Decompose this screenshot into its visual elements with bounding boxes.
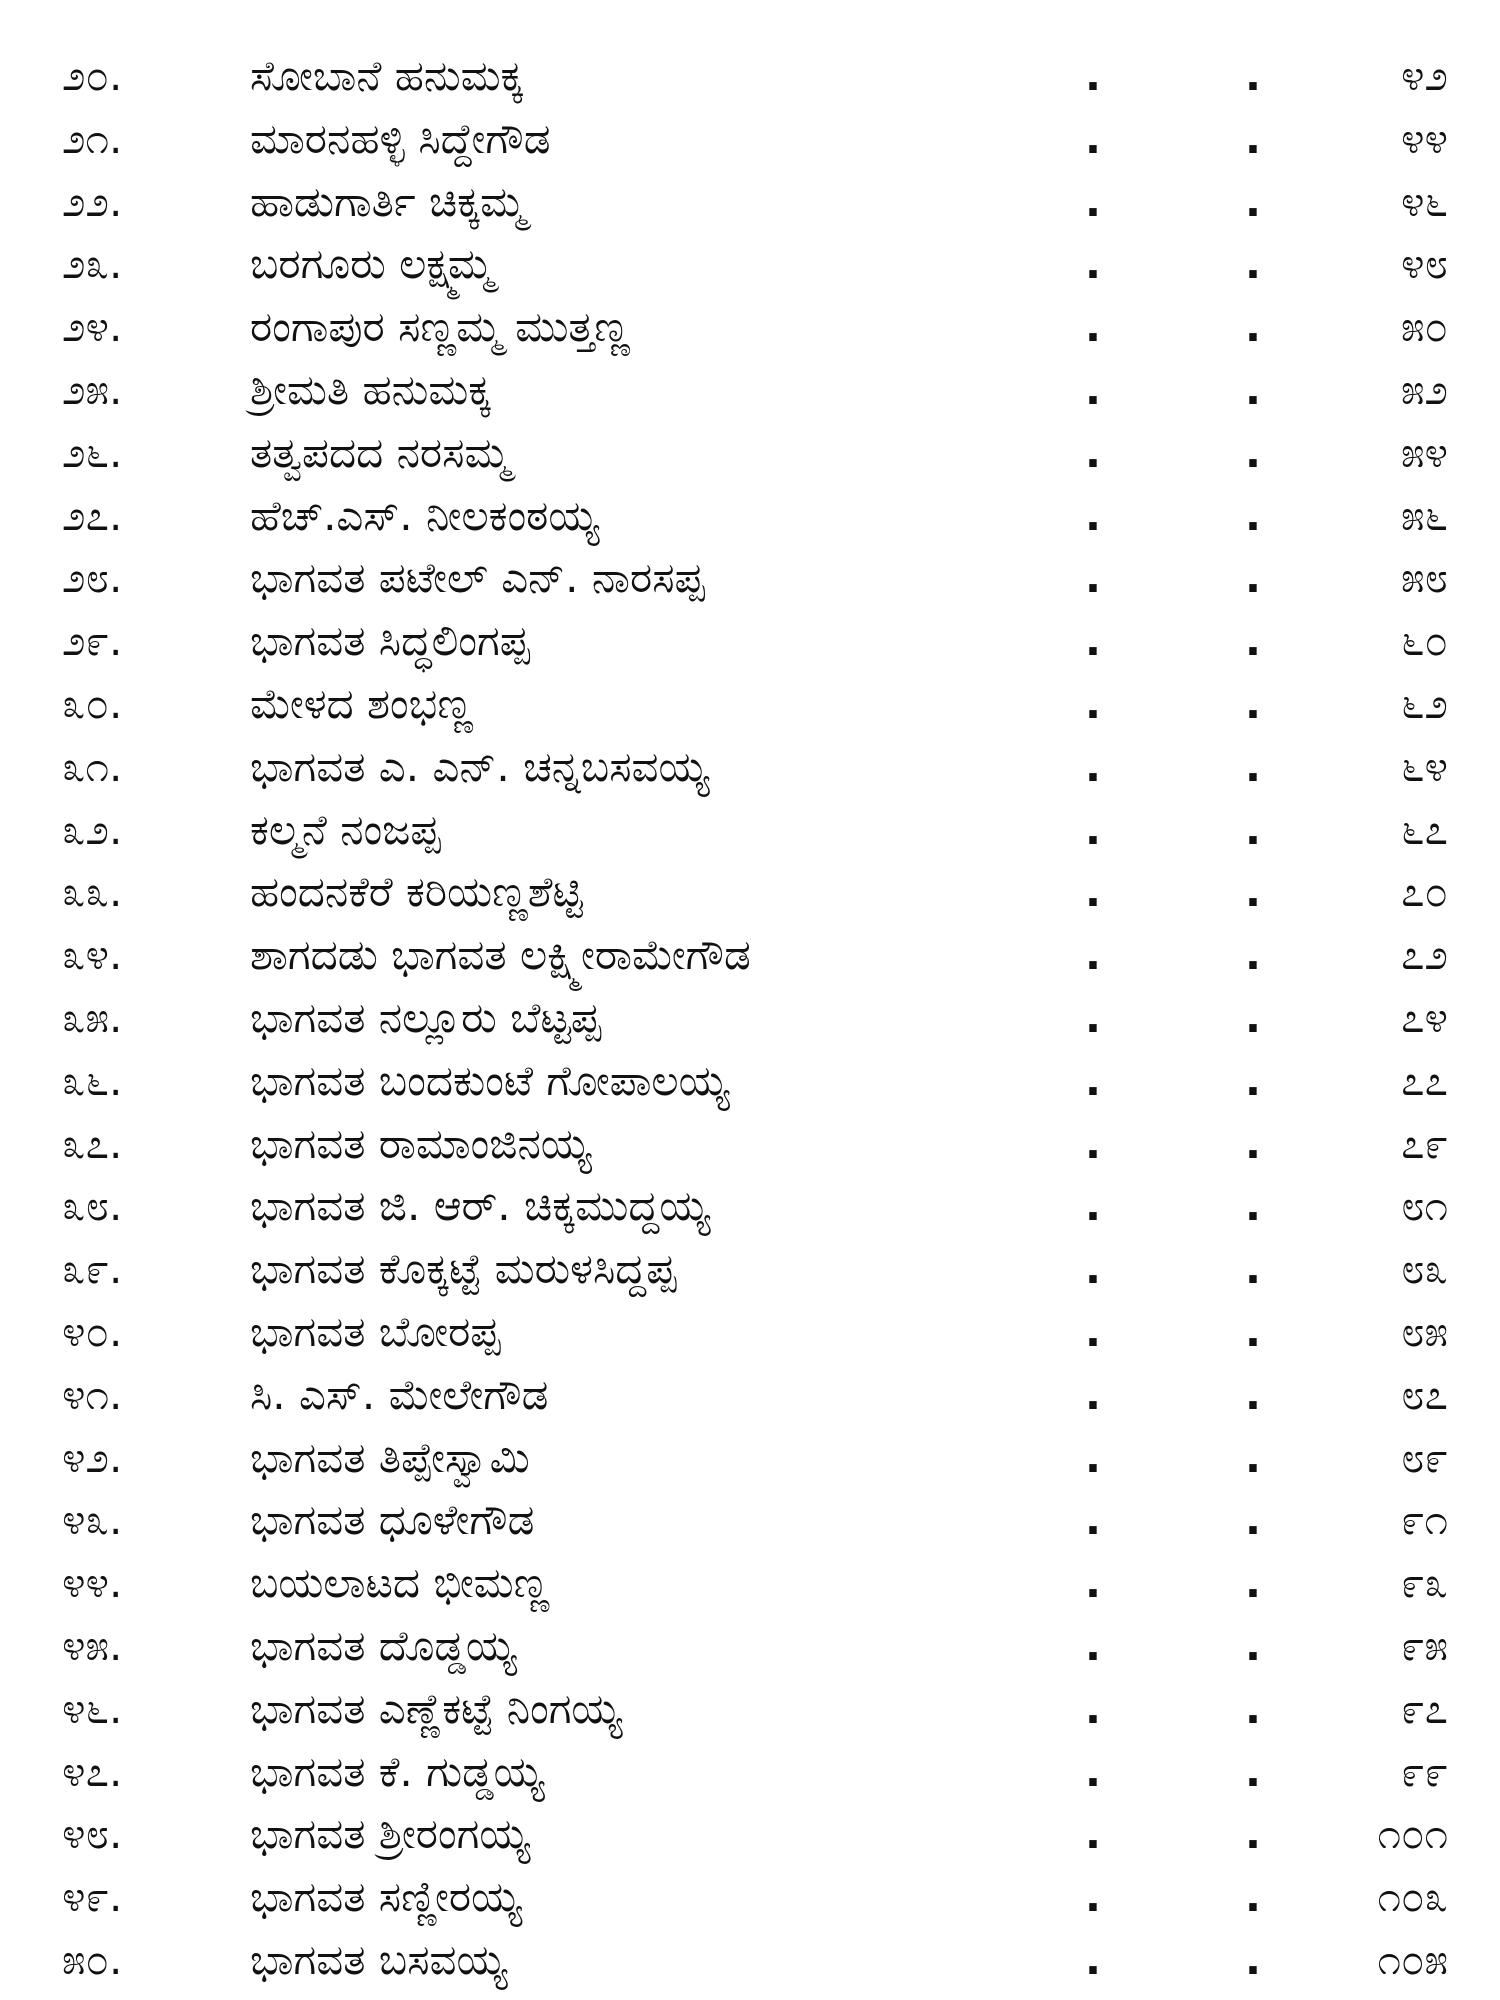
entry-number: ೩೫. bbox=[62, 992, 123, 1042]
entry-title: ಹಂದನಕೆರೆ ಕರಿಯಣ್ಣಶೆಟ್ಟಿ bbox=[250, 867, 583, 917]
entry-title: ಭಾಗವತ ಬಸವಯ್ಯ bbox=[250, 1934, 508, 1984]
leader-dot: . bbox=[1245, 930, 1261, 980]
toc-entry bbox=[0, 736, 1500, 799]
entry-title: ಬರಗೂರು ಲಕ್ಷ್ಮಮ್ಮ bbox=[250, 239, 494, 289]
leader-dot: . bbox=[1245, 1683, 1261, 1733]
leader-dot: . bbox=[1085, 553, 1101, 603]
entry-title: ಮಾರನಹಳ್ಳಿ ಸಿದ್ದೇಗೌಡ bbox=[250, 113, 551, 163]
entry-page-number: ೬೪ bbox=[1400, 741, 1448, 791]
toc-entry bbox=[0, 1929, 1500, 1992]
leader-dot: . bbox=[1245, 804, 1261, 854]
toc-entry bbox=[0, 1615, 1500, 1678]
toc-entry bbox=[0, 1427, 1500, 1490]
entry-title: ಭಾಗವತ ಪಟೇಲ್ ಎನ್. ನಾರಸಪ್ಪ bbox=[250, 553, 705, 603]
entry-page-number: ೮೯ bbox=[1400, 1432, 1448, 1482]
leader-dot: . bbox=[1245, 678, 1261, 728]
leader-dot: . bbox=[1245, 1934, 1261, 1984]
leader-dot: . bbox=[1085, 867, 1101, 917]
entry-page-number: ೬೨ bbox=[1400, 678, 1448, 728]
entry-title: ಭಾಗವತ ಸಿದ್ಧಲಿಂಗಪ್ಪ bbox=[250, 616, 530, 666]
leader-dot: . bbox=[1245, 113, 1261, 163]
entry-title: ಹಾಡುಗಾರ್ತಿ ಚಿಕ್ಕಮ್ಮ bbox=[250, 176, 526, 226]
entry-number: ೩೦. bbox=[62, 678, 123, 728]
toc-entry bbox=[0, 1050, 1500, 1113]
entry-number: ೩೨. bbox=[62, 804, 123, 854]
leader-dot: . bbox=[1245, 1872, 1261, 1922]
leader-dot: . bbox=[1085, 1306, 1101, 1356]
leader-dot: . bbox=[1085, 176, 1101, 226]
entry-number: ೪೭. bbox=[62, 1746, 123, 1796]
entry-title: ರಂಗಾಪುರ ಸಣ್ಣಮ್ಮ ಮುತ್ತಣ್ಣ bbox=[250, 302, 630, 352]
leader-dot: . bbox=[1085, 930, 1101, 980]
leader-dot: . bbox=[1245, 427, 1261, 477]
toc-entry bbox=[0, 1678, 1500, 1741]
entry-page-number: ೪೪ bbox=[1400, 113, 1448, 163]
entry-number: ೪೮. bbox=[62, 1809, 123, 1859]
entry-number: ೩೯. bbox=[62, 1244, 123, 1294]
entry-number: ೫೦. bbox=[62, 1934, 123, 1984]
leader-dot: . bbox=[1245, 176, 1261, 226]
leader-dot: . bbox=[1245, 302, 1261, 352]
entry-title: ಭಾಗವತ ರಾಮಾಂಜಿನಯ್ಯ bbox=[250, 1118, 592, 1168]
entry-page-number: ೭೨ bbox=[1400, 930, 1448, 980]
toc-entry bbox=[0, 1175, 1500, 1238]
entry-page-number: ೯೫ bbox=[1400, 1620, 1448, 1670]
leader-dot: . bbox=[1245, 741, 1261, 791]
entry-page-number: ೭೪ bbox=[1400, 992, 1448, 1042]
toc-entry bbox=[0, 1489, 1500, 1552]
entry-title: ಭಾಗವತ ಎಣ್ಣೆಕಟ್ಟೆ ನಿಂಗಯ್ಯ bbox=[250, 1683, 623, 1733]
leader-dot: . bbox=[1245, 51, 1261, 100]
leader-dot: . bbox=[1085, 1558, 1101, 1608]
leader-dot: . bbox=[1085, 741, 1101, 791]
toc-entry bbox=[0, 1113, 1500, 1176]
leader-dot: . bbox=[1085, 616, 1101, 666]
leader-dot: . bbox=[1245, 1306, 1261, 1356]
toc-entry bbox=[0, 485, 1500, 548]
entry-page-number: ೯೯ bbox=[1400, 1746, 1448, 1796]
table-of-contents bbox=[0, 45, 1500, 1992]
entry-number: ೨೦. bbox=[62, 51, 123, 100]
leader-dot: . bbox=[1085, 1809, 1101, 1859]
leader-dot: . bbox=[1085, 1369, 1101, 1419]
entry-title: ಹೆಚ್.ಎಸ್. ನೀಲಕಂಠಯ್ಯ bbox=[250, 490, 600, 540]
entry-title: ಭಾಗವತ ಬಂದಕುಂಟೆ ಗೋಪಾಲಯ್ಯ bbox=[250, 1055, 730, 1105]
entry-page-number: ೫೦ bbox=[1400, 302, 1448, 352]
toc-entry bbox=[0, 1803, 1500, 1866]
entry-number: ೪೫. bbox=[62, 1620, 123, 1670]
leader-dot: . bbox=[1245, 992, 1261, 1042]
leader-dot: . bbox=[1245, 1620, 1261, 1670]
entry-page-number: ೮೫ bbox=[1400, 1306, 1448, 1356]
entry-page-number: ೪೨ bbox=[1400, 51, 1448, 100]
leader-dot: . bbox=[1085, 1181, 1101, 1231]
leader-dot: . bbox=[1085, 1244, 1101, 1294]
entry-title: ಭಾಗವತ ಜಿ. ಆರ್. ಚಿಕ್ಕಮುದ್ದಯ್ಯ bbox=[250, 1181, 711, 1231]
leader-dot: . bbox=[1085, 1055, 1101, 1105]
toc-entry bbox=[0, 987, 1500, 1050]
entry-number: ೩೩. bbox=[62, 867, 123, 917]
entry-title: ಬಯಲಾಟದ ಭೀಮಣ್ಣ bbox=[250, 1558, 550, 1608]
entry-page-number: ೯೧ bbox=[1400, 1495, 1448, 1545]
entry-number: ೩೮. bbox=[62, 1181, 123, 1231]
leader-dot: . bbox=[1085, 239, 1101, 289]
toc-entry bbox=[0, 45, 1500, 108]
leader-dot: . bbox=[1245, 1495, 1261, 1545]
entry-number: ೨೯. bbox=[62, 616, 123, 666]
entry-number: ೩೧. bbox=[62, 741, 123, 791]
entry-page-number: ೭೦ bbox=[1400, 867, 1448, 917]
leader-dot: . bbox=[1245, 1244, 1261, 1294]
entry-number: ೨೬. bbox=[62, 427, 123, 477]
leader-dot: . bbox=[1085, 1872, 1101, 1922]
toc-entry bbox=[0, 233, 1500, 296]
entry-number: ೨೧. bbox=[62, 113, 123, 163]
leader-dot: . bbox=[1245, 1118, 1261, 1168]
entry-page-number: ೭೯ bbox=[1400, 1118, 1448, 1168]
entry-number: ೪೩. bbox=[62, 1495, 123, 1545]
toc-entry bbox=[0, 1866, 1500, 1929]
entry-page-number: ೪೬ bbox=[1400, 176, 1448, 226]
entry-page-number: ೮೧ bbox=[1400, 1181, 1448, 1231]
toc-entry bbox=[0, 1301, 1500, 1364]
entry-page-number: ೬೭ bbox=[1400, 804, 1448, 854]
toc-entry bbox=[0, 799, 1500, 862]
entry-page-number: ೬೦ bbox=[1400, 616, 1448, 666]
entry-title: ಭಾಗವತ ಶ್ರೀರಂಗಯ್ಯ bbox=[250, 1809, 531, 1859]
entry-number: ೨೨. bbox=[62, 176, 123, 226]
leader-dot: . bbox=[1085, 1495, 1101, 1545]
entry-title: ಭಾಗವತ ದೊಡ್ಡಯ್ಯ bbox=[250, 1620, 517, 1670]
entry-page-number: ೫೨ bbox=[1400, 364, 1448, 414]
leader-dot: . bbox=[1245, 1432, 1261, 1482]
entry-page-number: ೯೭ bbox=[1400, 1683, 1448, 1733]
leader-dot: . bbox=[1085, 51, 1101, 100]
entry-number: ೪೯. bbox=[62, 1872, 123, 1922]
entry-number: ೪೦. bbox=[62, 1306, 123, 1356]
entry-page-number: ೮೩ bbox=[1400, 1244, 1448, 1294]
entry-page-number: ೫೬ bbox=[1400, 490, 1448, 540]
entry-title: ಮೇಳದ ಶಂಭಣ್ಣ bbox=[250, 678, 474, 728]
entry-number: ೪೬. bbox=[62, 1683, 123, 1733]
leader-dot: . bbox=[1245, 616, 1261, 666]
entry-number: ೪೧. bbox=[62, 1369, 123, 1419]
leader-dot: . bbox=[1245, 364, 1261, 414]
entry-page-number: ೧೦೫ bbox=[1377, 1934, 1448, 1984]
entry-page-number: ೮೭ bbox=[1400, 1369, 1448, 1419]
entry-page-number: ೪೮ bbox=[1400, 239, 1448, 289]
entry-page-number: ೫೮ bbox=[1400, 553, 1448, 603]
entry-number: ೩೪. bbox=[62, 930, 123, 980]
leader-dot: . bbox=[1085, 1746, 1101, 1796]
entry-title: ಭಾಗವತ ಬೋರಪ್ಪ bbox=[250, 1306, 501, 1356]
leader-dot: . bbox=[1085, 302, 1101, 352]
entry-page-number: ೭೭ bbox=[1400, 1055, 1448, 1105]
toc-entry bbox=[0, 673, 1500, 736]
toc-entry bbox=[0, 861, 1500, 924]
toc-entry bbox=[0, 108, 1500, 171]
leader-dot: . bbox=[1085, 678, 1101, 728]
entry-title: ಭಾಗವತ ಸಣ್ಣೀರಯ್ಯ bbox=[250, 1872, 522, 1922]
entry-number: ೨೮. bbox=[62, 553, 123, 603]
leader-dot: . bbox=[1085, 1683, 1101, 1733]
entry-number: ೩೬. bbox=[62, 1055, 123, 1105]
toc-entry bbox=[0, 359, 1500, 422]
leader-dot: . bbox=[1245, 553, 1261, 603]
entry-number: ೪೨. bbox=[62, 1432, 123, 1482]
leader-dot: . bbox=[1085, 1118, 1101, 1168]
entry-number: ೨೭. bbox=[62, 490, 123, 540]
toc-entry bbox=[0, 1364, 1500, 1427]
entry-title: ಸೋಬಾನೆ ಹನುಮಕ್ಕ bbox=[250, 51, 524, 100]
leader-dot: . bbox=[1245, 1746, 1261, 1796]
leader-dot: . bbox=[1245, 1055, 1261, 1105]
entry-title: ಶ್ರೀಮತಿ ಹನುಮಕ್ಕ bbox=[250, 364, 492, 414]
entry-title: ತತ್ವಪದದ ನರಸಮ್ಮ bbox=[250, 427, 511, 477]
leader-dot: . bbox=[1085, 1432, 1101, 1482]
entry-page-number: ೯೩ bbox=[1400, 1558, 1448, 1608]
entry-number: ೪೪. bbox=[62, 1558, 123, 1608]
entry-number: ೩೭. bbox=[62, 1118, 123, 1168]
toc-entry bbox=[0, 171, 1500, 234]
leader-dot: . bbox=[1085, 113, 1101, 163]
entry-title: ಭಾಗವತ ಕೊಕ್ಕಟ್ಟೆ ಮರುಳಸಿದ್ದಪ್ಪ bbox=[250, 1244, 677, 1294]
leader-dot: . bbox=[1245, 239, 1261, 289]
leader-dot: . bbox=[1245, 867, 1261, 917]
leader-dot: . bbox=[1085, 427, 1101, 477]
leader-dot: . bbox=[1245, 1369, 1261, 1419]
entry-title: ಭಾಗವತ ನಲ್ಲೂರು ಬೆಟ್ಟಪ್ಪ bbox=[250, 992, 602, 1042]
toc-entry bbox=[0, 422, 1500, 485]
entry-title: ಕಲ್ಮನೆ ನಂಜಪ್ಪ bbox=[250, 804, 441, 854]
toc-entry bbox=[0, 1552, 1500, 1615]
leader-dot: . bbox=[1245, 1809, 1261, 1859]
toc-entry bbox=[0, 1238, 1500, 1301]
entry-page-number: ೧೦೧ bbox=[1377, 1809, 1448, 1859]
leader-dot: . bbox=[1085, 992, 1101, 1042]
leader-dot: . bbox=[1245, 490, 1261, 540]
entry-number: ೨೩. bbox=[62, 239, 123, 289]
leader-dot: . bbox=[1245, 1558, 1261, 1608]
leader-dot: . bbox=[1085, 490, 1101, 540]
entry-number: ೨೪. bbox=[62, 302, 123, 352]
toc-entry bbox=[0, 547, 1500, 610]
leader-dot: . bbox=[1085, 364, 1101, 414]
entry-title: ಭಾಗವತ ಧೂಳೇಗೌಡ bbox=[250, 1495, 535, 1545]
entry-title: ಭಾಗವತ ತಿಪ್ಪೇಸ್ವಾಮಿ bbox=[250, 1432, 530, 1482]
toc-entry bbox=[0, 296, 1500, 359]
entry-title: ಶಾಗದಡು ಭಾಗವತ ಲಕ್ಷ್ಮೀರಾಮೇಗೌಡ bbox=[250, 930, 751, 980]
toc-entry bbox=[0, 924, 1500, 987]
toc-entry bbox=[0, 1741, 1500, 1804]
entry-page-number: ೫೪ bbox=[1400, 427, 1448, 477]
leader-dot: . bbox=[1245, 1181, 1261, 1231]
entry-title: ಸಿ. ಎಸ್. ಮೇಲೇಗೌಡ bbox=[250, 1369, 549, 1419]
leader-dot: . bbox=[1085, 1934, 1101, 1984]
toc-entry bbox=[0, 610, 1500, 673]
entry-title: ಭಾಗವತ ಎ. ಎನ್. ಚನ್ನಬಸವಯ್ಯ bbox=[250, 741, 710, 791]
leader-dot: . bbox=[1085, 804, 1101, 854]
entry-number: ೨೫. bbox=[62, 364, 123, 414]
leader-dot: . bbox=[1085, 1620, 1101, 1670]
entry-page-number: ೧೦೩ bbox=[1377, 1872, 1448, 1922]
entry-title: ಭಾಗವತ ಕೆ. ಗುಡ್ಡಯ್ಯ bbox=[250, 1746, 545, 1796]
